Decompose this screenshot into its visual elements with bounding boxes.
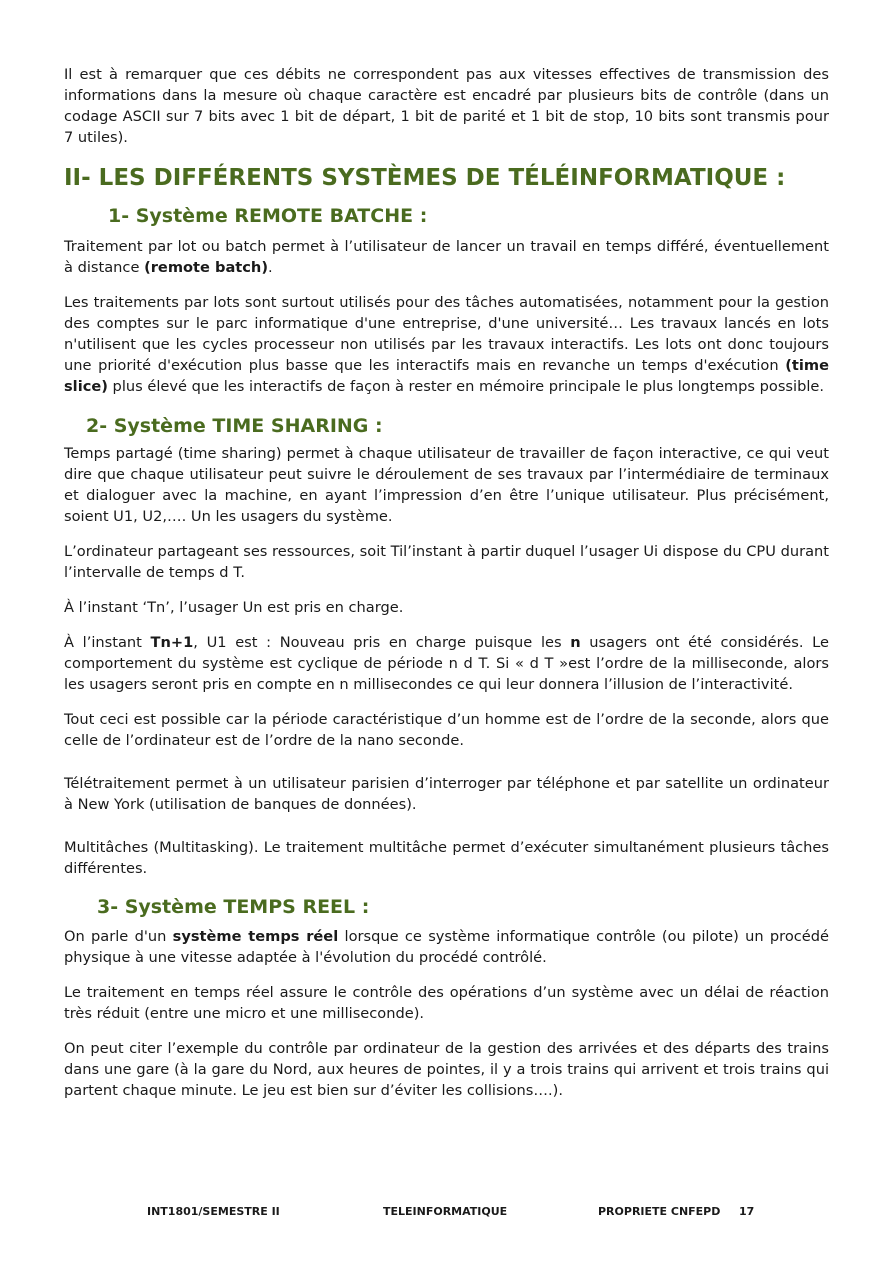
temps-reel-paragraph-3: On peut citer l’exemple du contrôle par ordinateur de la gestion des arrivées et des départs des trains dans une gare (à la gare du Nord, aux heures de pointes, il y a trois trains qui arrivent et trois trains qui partent chaque minute. Le jeu est bien sur d’éviter les collisions….). bbox=[64, 1040, 829, 1099]
subsection-title-remote-batch: 1- Système REMOTE BATCHE : bbox=[108, 205, 428, 227]
footer-page-number: 17 bbox=[739, 1205, 755, 1218]
text-span: On parle d'un bbox=[64, 928, 173, 945]
time-sharing-paragraph-5: Tout ceci est possible car la période caractéristique d’un homme est de l’ordre de la seconde, alors que celle de l’ordinateur est de l’ordre de la nano seconde. bbox=[64, 711, 829, 749]
multitasking-paragraph: Multitâches (Multitasking). Le traitement multitâche permet d’exécuter simultanément plusieurs tâches différentes. bbox=[64, 839, 829, 877]
footer-ownership: PROPRIETE CNFEPD bbox=[598, 1205, 721, 1218]
footer-course-code: INT1801/SEMESTRE II bbox=[147, 1205, 280, 1218]
time-sharing-paragraph-2: L’ordinateur partageant ses ressources, soit Til’instant à partir duquel l’usager Ui dispose du CPU durant l’intervalle de temps d T. bbox=[64, 543, 829, 581]
text-span: lorsque ce système informatique contrôle (ou pilote) un procédé physique à une vitesse adaptée à l'évolution du procédé contrôlé. bbox=[64, 928, 830, 966]
text-span: plus élevé que les interactifs de façon à rester en mémoire principale le plus longtemps possible. bbox=[107, 378, 825, 395]
text-span: , U1 est : Nouveau pris en charge puisque les bbox=[193, 634, 571, 651]
intro-paragraph: Il est à remarquer que ces débits ne correspondent pas aux vitesses effectives de transmission des informations dans la mesure où chaque caractère est encadré par plusieurs bits de contrôle (dans un codage ASCII sur 7 bits avec 1 bit de départ, 1 bit de parité et 1 bit de stop, 10 bits sont transmis pour 7 utiles). bbox=[64, 66, 829, 146]
text-span: Traitement par lot ou batch permet à l’utilisateur de lancer un travail en temps différé, éventuellement à distance bbox=[64, 238, 829, 276]
text-span: . bbox=[268, 259, 273, 276]
subsection-title-time-sharing: 2- Système TIME SHARING : bbox=[86, 415, 383, 437]
text-span: À l’instant bbox=[64, 634, 151, 651]
time-sharing-paragraph-1: Temps partagé (time sharing) permet à chaque utilisateur de travailler de façon interactive, ce qui veut dire que chaque utilisateur peut suivre le déroulement de ses travaux par l’intermédiaire de terminaux et dialoguer avec la machine, en ayant l’impression d’en être l’unique utilisateur. Plus précisément, soient U1, U2,…. Un les usagers du système. bbox=[64, 445, 829, 525]
subsection-title-temps-reel: 3- Système TEMPS REEL : bbox=[97, 896, 370, 918]
bold-span: (remote batch) bbox=[144, 259, 268, 276]
section-title: II- LES DIFFÉRENTS SYSTÈMES DE TÉLÉINFORMATIQUE : bbox=[64, 165, 786, 191]
bold-span: (time slice) bbox=[64, 357, 829, 395]
text-span: Les traitements par lots sont surtout utilisés pour des tâches automatisées, notamment pour la gestion des comptes sur le parc informatique d'une entreprise, d'une université… Les travaux lancés en lots n'utilisent que les cycles processeur non utilisés par les travaux interactifs. Les lots ont donc toujours une priorité d'exécution plus basse que les interactifs mais en revanche un temps d'exécution bbox=[64, 294, 829, 374]
bold-span: système temps réel bbox=[172, 928, 339, 945]
page-footer bbox=[0, 1205, 893, 1221]
bold-span: Tn+1 bbox=[150, 634, 194, 651]
footer-course-title: TELEINFORMATIQUE bbox=[383, 1205, 508, 1218]
text-span: usagers ont été considérés. Le comportement du système est cyclique de période n d T. Si « d T »est l’ordre de la milliseconde, alors les usagers seront pris en compte en n millisecondes ce qui leur donnera l’illusion de l’interactivité. bbox=[64, 634, 829, 693]
remote-batch-paragraph-2 bbox=[64, 292, 829, 397]
temps-reel-paragraph-1 bbox=[64, 926, 829, 968]
page-content bbox=[64, 64, 829, 1101]
bold-span: n bbox=[570, 634, 581, 651]
teletraitement-paragraph: Télétraitement permet à un utilisateur parisien d’interroger par téléphone et par satellite un ordinateur à New York (utilisation de banques de données). bbox=[64, 775, 829, 813]
time-sharing-paragraph-3: À l’instant ‘Tn’, l’usager Un est pris en charge. bbox=[64, 599, 404, 616]
temps-reel-paragraph-2: Le traitement en temps réel assure le contrôle des opérations d’un système avec un délai de réaction très réduit (entre une micro et une milliseconde). bbox=[64, 984, 829, 1022]
time-sharing-paragraph-4 bbox=[64, 632, 829, 695]
remote-batch-paragraph-1 bbox=[64, 236, 829, 278]
